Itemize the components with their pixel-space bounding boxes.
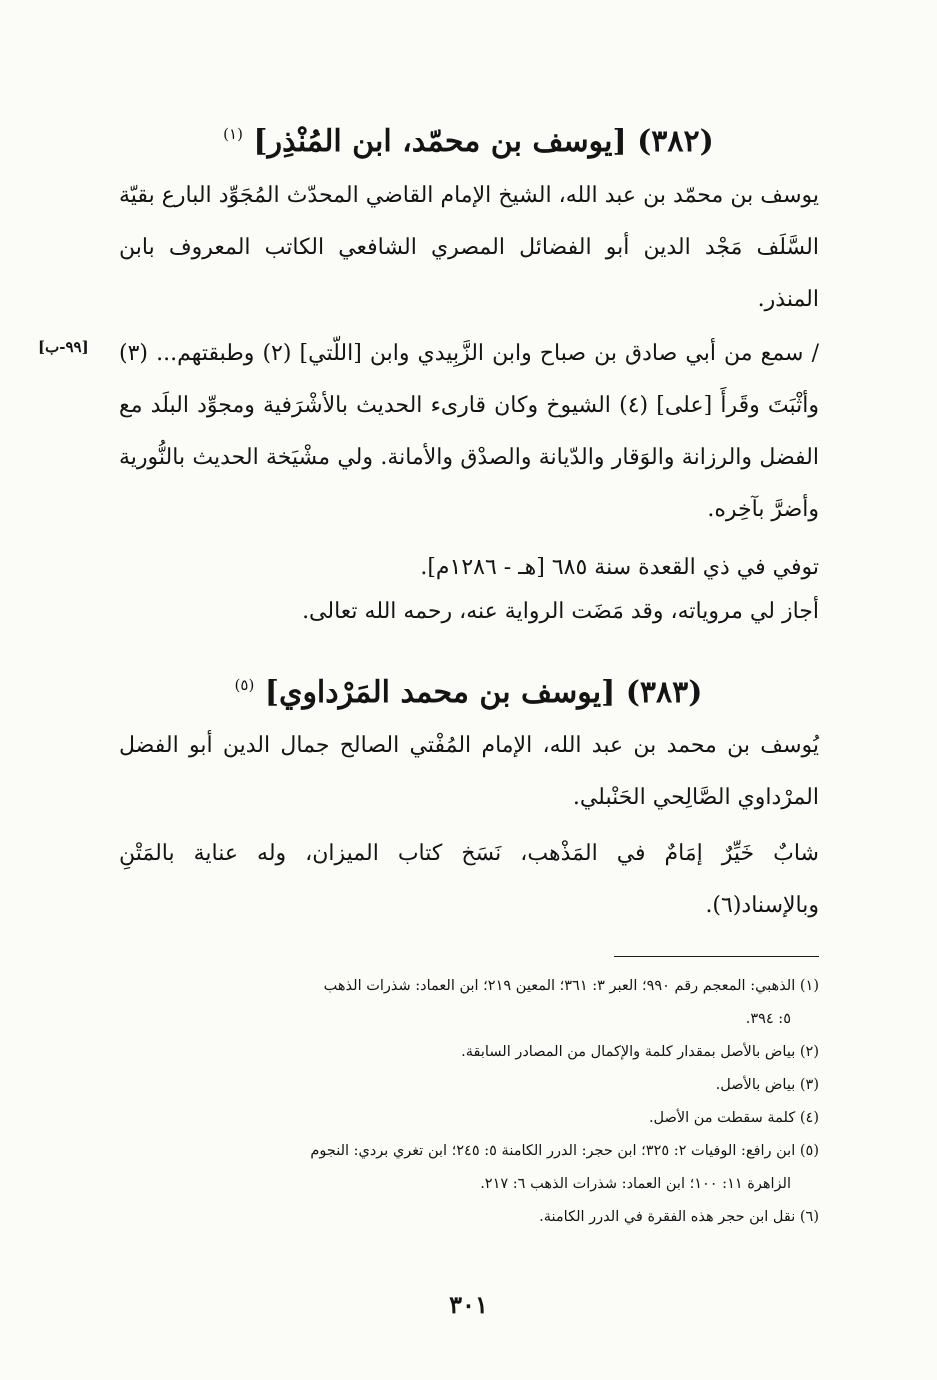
manuscript-folio-ref: [٩٩-ب] <box>38 338 89 356</box>
footnote-number: (٢) <box>799 1044 819 1060</box>
footnote-number: (٤) <box>799 1110 819 1126</box>
footnote-text-continued: ٥: ٣٩٤. <box>745 1011 791 1027</box>
footnote-4 <box>119 1102 819 1135</box>
entry-382-intro: يوسف بن محمّد بن عبد الله، الشيخ الإمام القاضي المحدّث المُجَوِّد البارع بقيّة السَّلَف مَجْد الدين أبو الفضائل المصري الشافعي الكاتب المعروف بابن المنذر. <box>119 183 819 312</box>
footnote-separator <box>614 956 819 957</box>
footnote-text: بياض بالأصل بمقدار كلمة والإكمال من المصادر السابقة. <box>461 1044 796 1060</box>
footnote-5 <box>119 1135 819 1201</box>
footnote-6 <box>119 1201 819 1234</box>
footnote-text: بياض بالأصل. <box>715 1077 796 1093</box>
footnote-text-continued: الزاهرة ١١: ١٠٠؛ ابن العماد: شذرات الذهب ٦: ٢١٧. <box>480 1176 791 1192</box>
entry-382-heading <box>0 114 937 162</box>
entry-382-title: (٣٨٢) [يوسف بن محمّد، ابن المُنْذِر] <box>253 124 714 159</box>
footnote-ref-1: (١) <box>223 125 243 143</box>
entry-383-heading <box>0 665 937 713</box>
entry-383-biography: شابٌ خَيِّرٌ إمَامٌ في المَذْهب، نَسَخ كتاب الميزان، وله عناية بالمَتْنِ وبالإسناد(٦). <box>119 841 819 918</box>
footnote-ref-5: (٥) <box>234 676 255 694</box>
footnote-number: (٦) <box>799 1209 819 1225</box>
footnote-2 <box>119 1036 819 1069</box>
page-number: ٣٠١ <box>449 1290 488 1319</box>
footnote-number: (٣) <box>799 1077 819 1093</box>
footnote-text: ابن رافع: الوفيات ٢: ٣٢٥؛ ابن حجر: الدرر الكامنة ٥: ٢٤٥؛ ابن تغري بردي: النجوم <box>310 1143 796 1159</box>
footnotes <box>119 970 819 1234</box>
entry-383-title: (٣٨٣) [يوسف بن محمد المَرْداوي] <box>264 675 703 710</box>
footnote-number: (٥) <box>799 1143 819 1159</box>
entry-382-ijaza: أجاز لي مروياته، وقد مَضَت الرواية عنه، رحمه الله تعالى. <box>302 599 819 624</box>
footnote-3 <box>119 1069 819 1102</box>
entry-383-intro: يُوسف بن محمد بن عبد الله، الإمام المُفْتي الصالح جمال الدين أبو الفضل المرْداوي الصَّالِحي الحَنْبلي. <box>119 733 819 810</box>
footnote-text: كلمة سقطت من الأصل. <box>648 1110 796 1126</box>
entry-382-biography: / سمع من أبي صادق بن صباح وابن الزَّبِيدي وابن [اللّتي] (٢) وطبقتهم... (٣) وأثْبَتَ وقَرأَ [على] (٤) الشيوخ وكان قارىء الحديث بالأشْرَفية ومجوِّد البلَد مع الفضل والرزانة والوَقار والدّيانة والصدْق والأمانة. ولي مشْيَخة الحديث بالنُّورية وأضرَّ بآخِره. <box>119 341 820 522</box>
footnote-text: نقل ابن حجر هذه الفقرة في الدرر الكامنة. <box>539 1209 796 1225</box>
footnote-1 <box>119 970 819 1036</box>
footnote-number: (١) <box>799 978 819 994</box>
footnote-text: الذهبي: المعجم رقم ٩٩٠؛ العبر ٣: ٣٦١؛ المعين ٢١٩؛ ابن العماد: شذرات الذهب <box>323 978 796 994</box>
entry-382-death: توفي في ذي القعدة سنة ٦٨٥ [هـ - ١٢٨٦م]. <box>420 555 819 580</box>
